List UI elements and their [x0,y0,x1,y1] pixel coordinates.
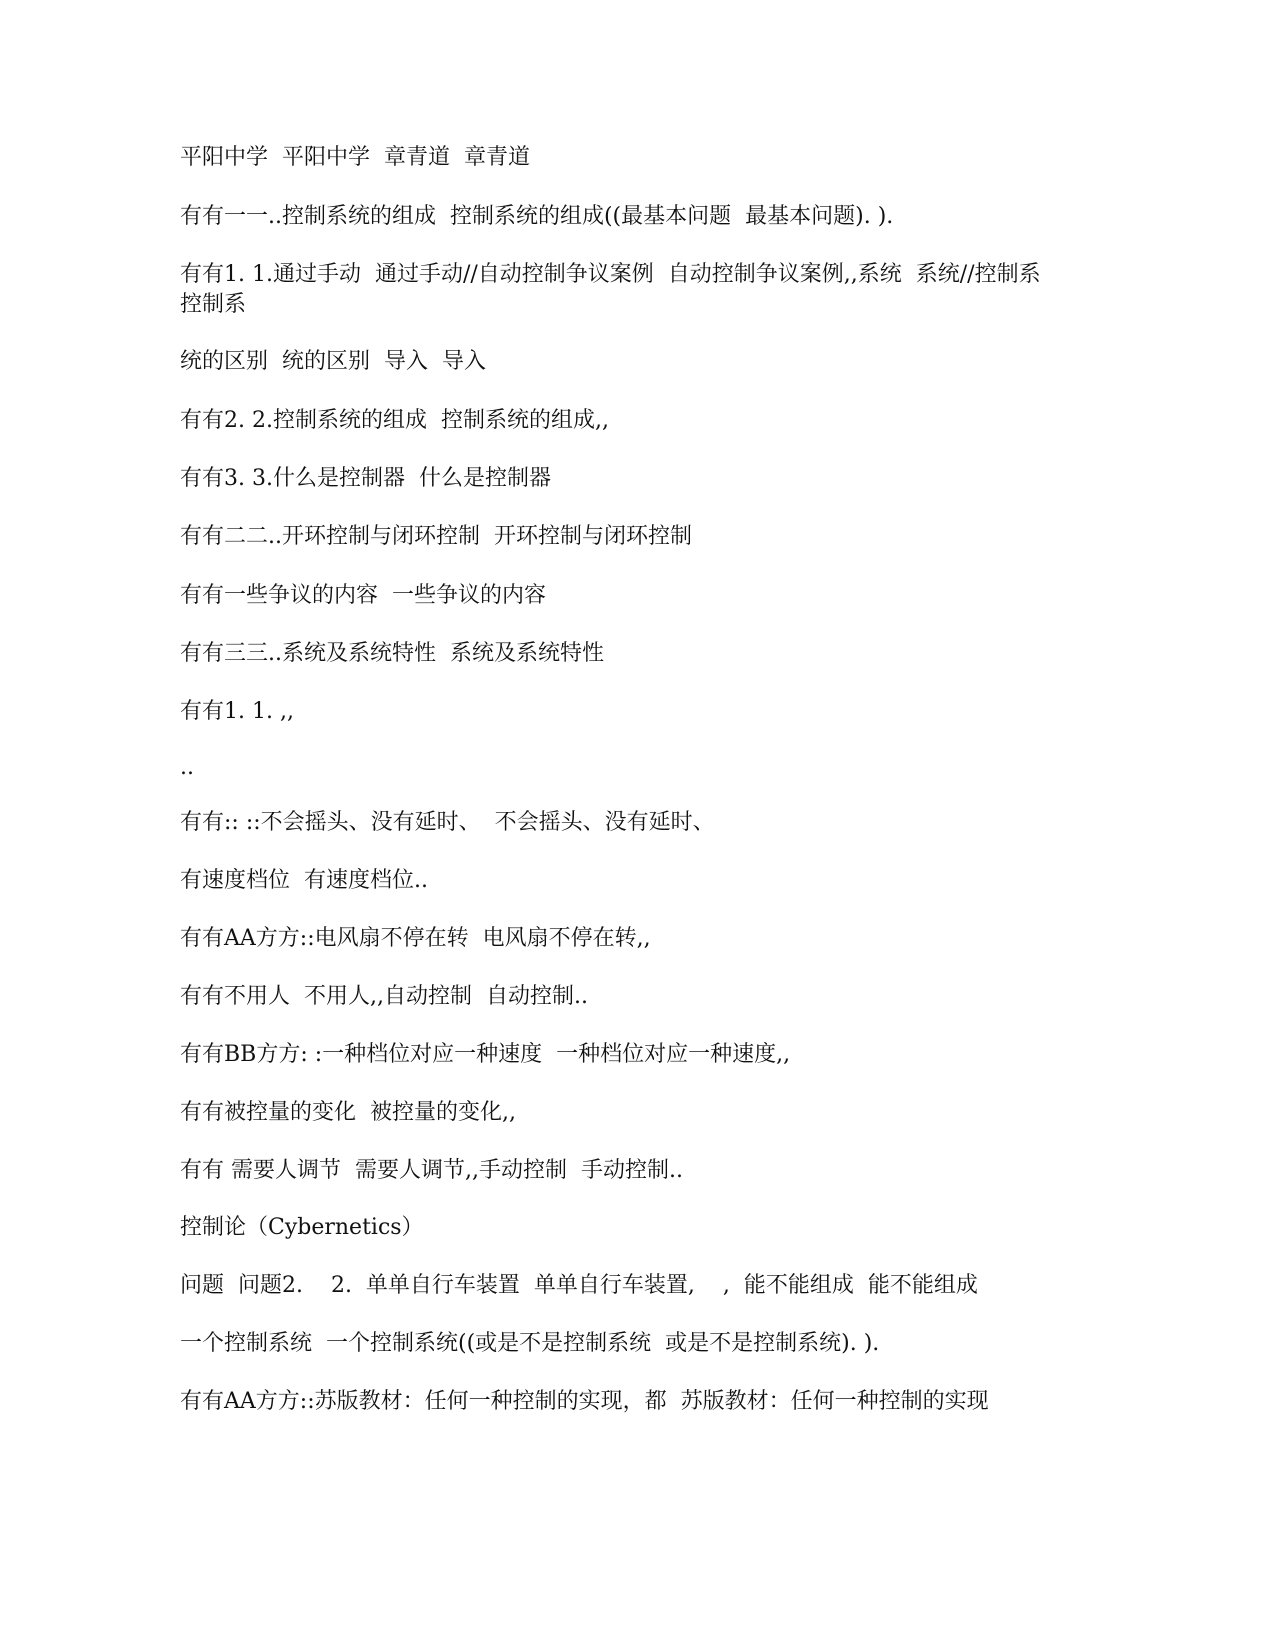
text-line: 有有一一..控制系统的组成 控制系统的组成((最基本问题 最基本问题). ). [180,204,894,229]
text-line: 控制论（Cybernetics） [180,1215,424,1240]
text-line: 有有被控量的变化 被控量的变化,, [180,1100,516,1125]
text-line: 有有AA方方::苏版教材：任何一种控制的实现，都 苏版教材：任何一种控制的实现 [180,1389,989,1414]
text-line: 有有2. 2.控制系统的组成 控制系统的组成,, [180,408,609,433]
text-line: 有有不用人 不用人,,自动控制 自动控制.. [180,984,588,1009]
text-line: 有有 需要人调节 需要人调节,,手动控制 手动控制.. [180,1158,683,1183]
text-line: 有有1. 1.通过手动 通过手动//自动控制争议案例 自动控制争议案例,,系统 系统//控制系 控制系 [180,262,1055,317]
text-line: .. [180,755,194,780]
text-line: 有有BB方方: :一种档位对应一种速度 一种档位对应一种速度,, [180,1042,791,1067]
text-line: 一个控制系统 一个控制系统((或是不是控制系统 或是不是控制系统). ). [180,1331,880,1356]
text-line: 有有二二..开环控制与闭环控制 开环控制与闭环控制 [180,524,692,549]
text-line: 有有AA方方::电风扇不停在转 电风扇不停在转,, [180,926,651,951]
text-line: 统的区别 统的区别 导入 导入 [180,349,486,374]
text-line: 有有3. 3.什么是控制器 什么是控制器 [180,466,551,491]
text-line: 问题 问题2. 2. 单单自行车装置 单单自行车装置, , 能不能组成 能不能组成 [180,1273,978,1298]
text-line: 有有一些争议的内容 一些争议的内容 [180,583,546,608]
text-line: 平阳中学 平阳中学 章青道 章青道 [180,145,530,170]
text-line: 有有:: ::不会摇头、没有延时、 不会摇头、没有延时、 [180,810,715,835]
text-line: 有有三三..系统及系统特性 系统及系统特性 [180,641,604,666]
text-line: 有速度档位 有速度档位.. [180,868,428,893]
text-line: 有有1. 1. ,, [180,699,294,724]
